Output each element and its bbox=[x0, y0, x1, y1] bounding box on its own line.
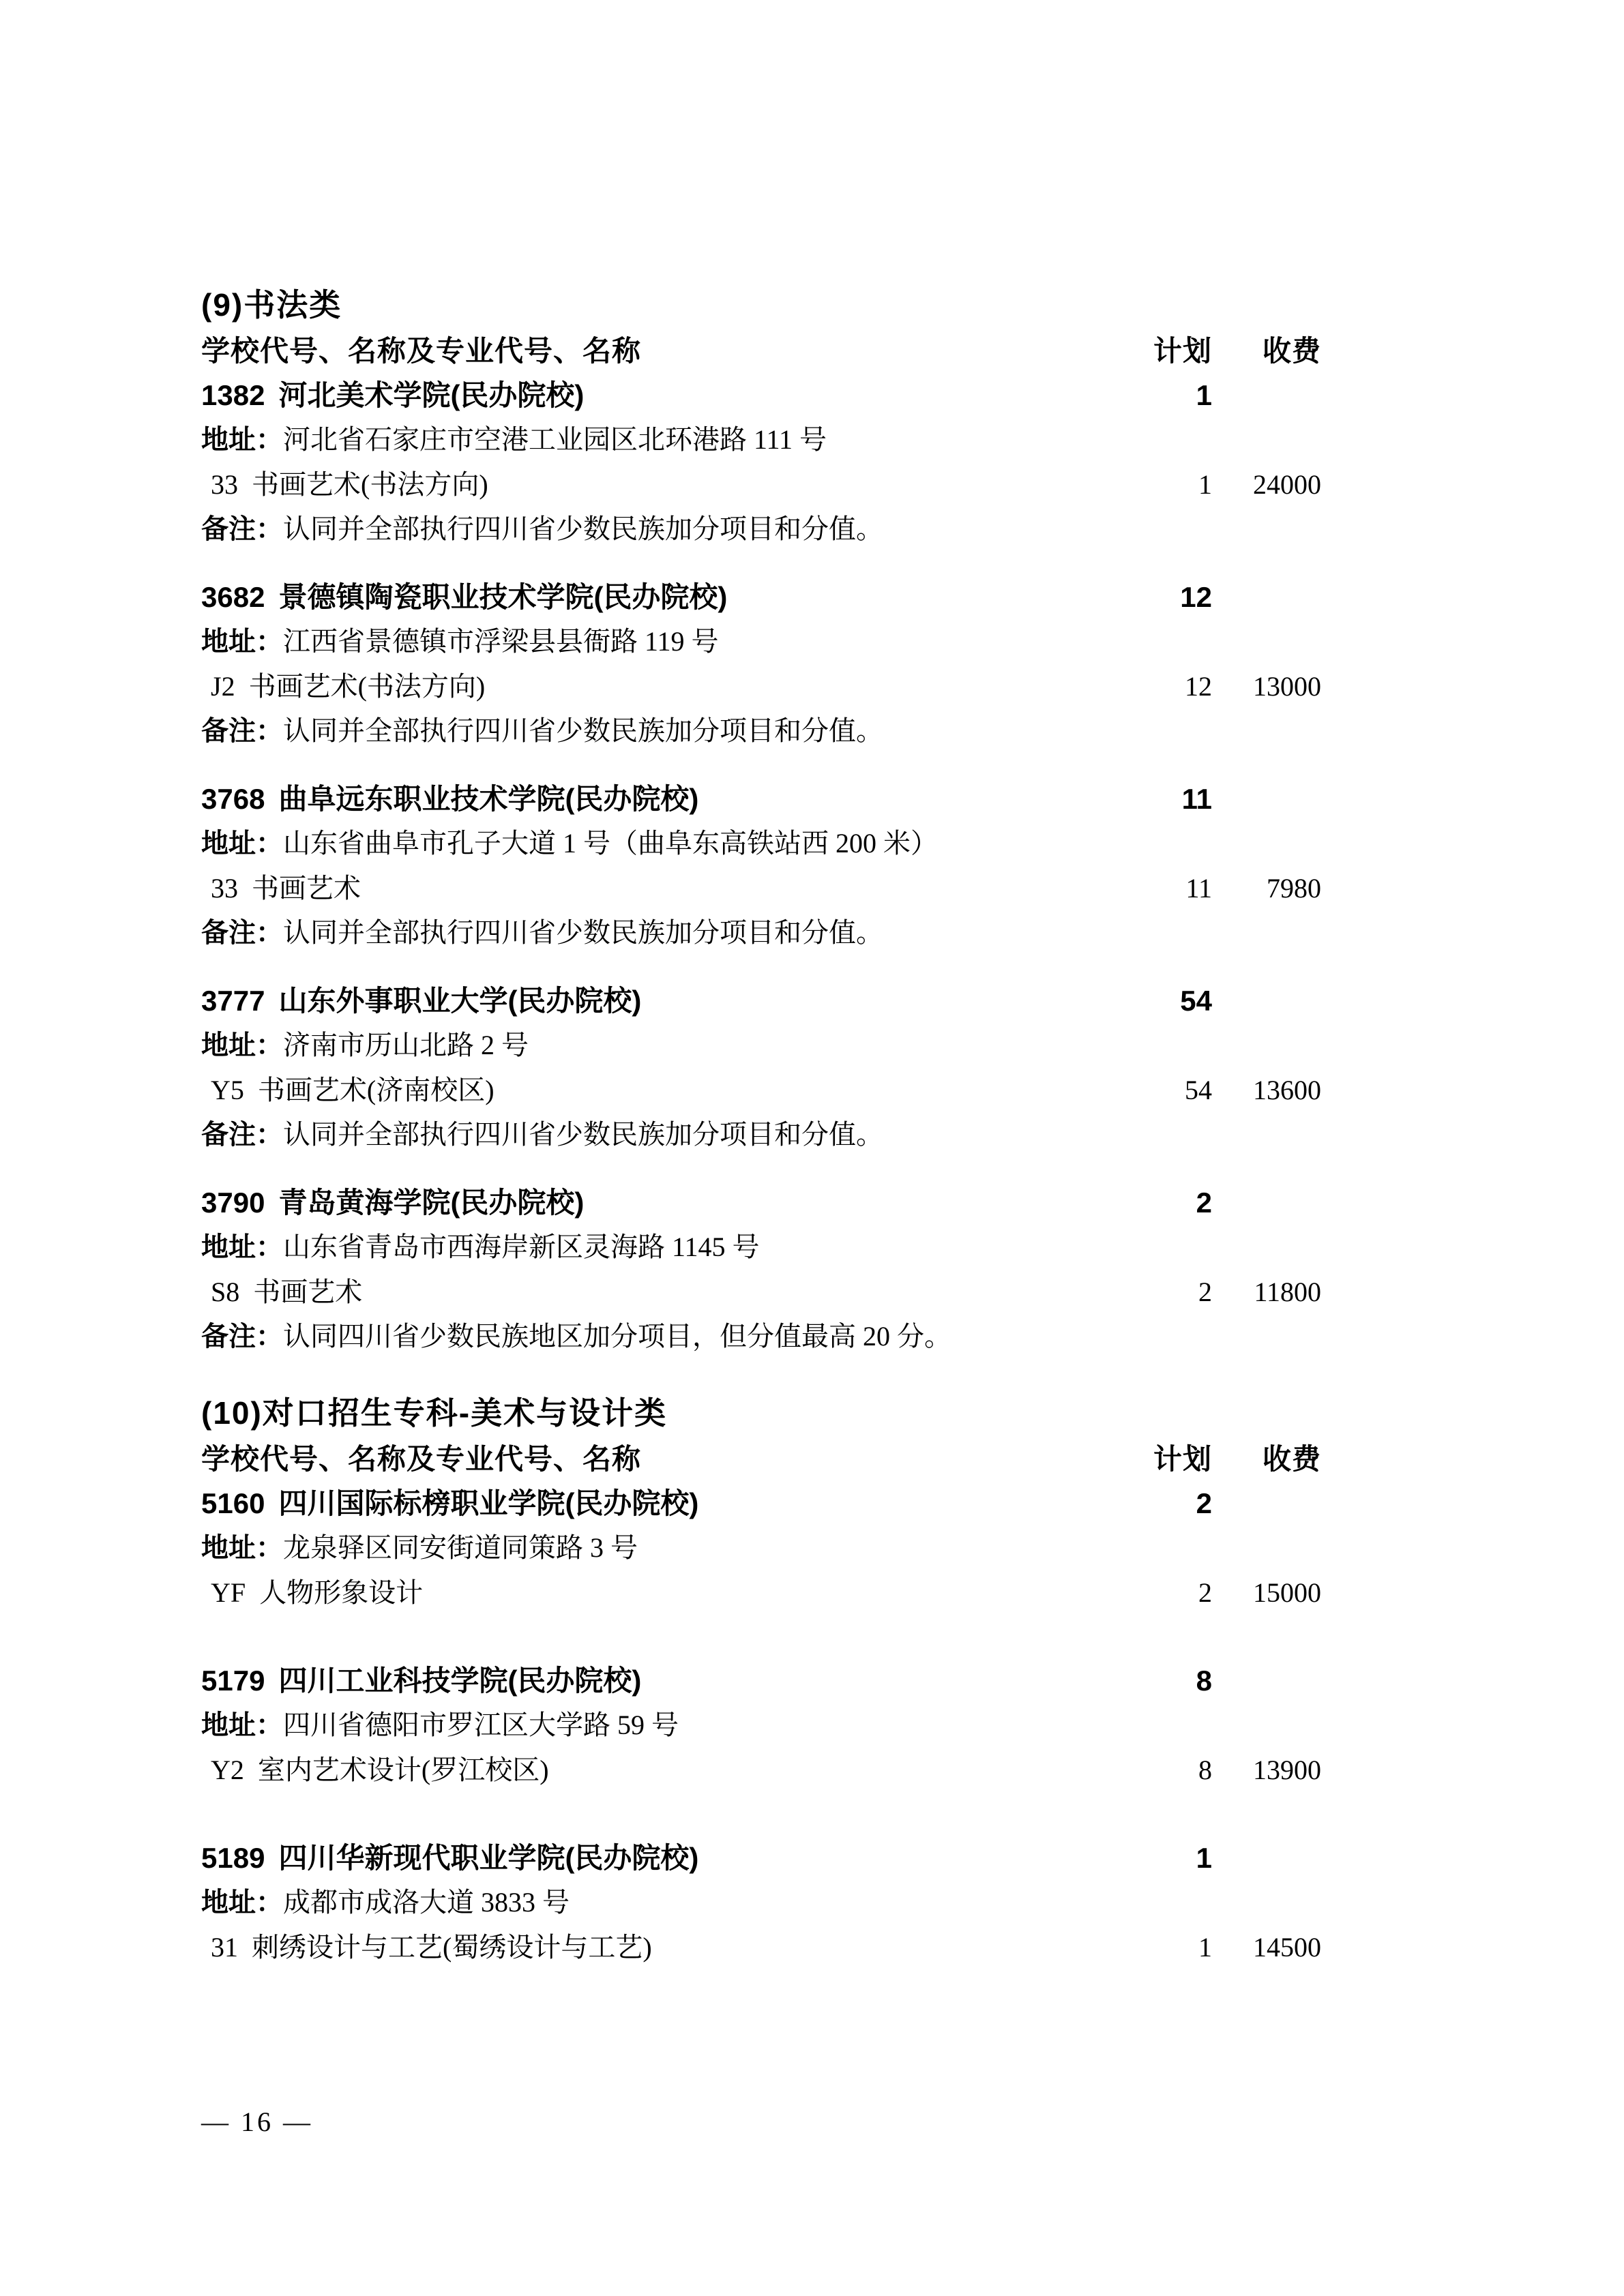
note-label: 备注： bbox=[201, 514, 283, 544]
major-row bbox=[201, 1925, 1321, 1969]
major-code: S8 bbox=[211, 1277, 240, 1307]
section-duikou-art-design bbox=[201, 1389, 1321, 1969]
address-row bbox=[201, 619, 1321, 664]
major-row bbox=[201, 866, 1321, 910]
major-row bbox=[201, 462, 1321, 507]
major-code: Y5 bbox=[211, 1075, 244, 1105]
address-row bbox=[201, 1703, 1321, 1748]
school-plan: 2 bbox=[1196, 1487, 1212, 1519]
school-plan: 1 bbox=[1196, 1842, 1212, 1874]
school-row bbox=[201, 979, 1321, 1023]
note-text: 认同四川省少数民族地区加分项目，但分值最高 20 分。 bbox=[283, 1321, 951, 1352]
note-row bbox=[201, 709, 1321, 754]
school-code: 3790 bbox=[201, 1187, 265, 1219]
school-plan: 12 bbox=[1180, 581, 1212, 613]
school-block bbox=[201, 1836, 1321, 1969]
address-text: 河北省石家庄市空港工业园区北环港路 111 号 bbox=[283, 424, 827, 455]
major-name: 书画艺术 bbox=[253, 1277, 363, 1307]
note-row bbox=[201, 1112, 1321, 1157]
school-name: 四川工业科技学院(民办院校) bbox=[278, 1665, 642, 1697]
major-fee: 13900 bbox=[1253, 1755, 1321, 1785]
address-row bbox=[201, 1880, 1321, 1925]
page-content bbox=[201, 281, 1321, 1969]
major-fee: 7980 bbox=[1267, 873, 1321, 904]
section-heading-row bbox=[201, 1389, 1321, 1437]
school-code: 5160 bbox=[201, 1487, 265, 1519]
major-plan: 1 bbox=[1198, 1932, 1212, 1963]
address-text: 山东省曲阜市孔子大道 1 号（曲阜东高铁站西 200 米） bbox=[283, 828, 938, 859]
address-label: 地址： bbox=[201, 1888, 283, 1918]
column-header-name: 学校代号、名称及专业代号、名称 bbox=[201, 1443, 642, 1475]
school-row bbox=[201, 1180, 1321, 1225]
major-name: 书画艺术(书法方向) bbox=[252, 469, 488, 500]
school-code: 3768 bbox=[201, 783, 265, 815]
address-text: 江西省景德镇市浮梁县县衙路 119 号 bbox=[283, 626, 719, 657]
school-row bbox=[201, 777, 1321, 821]
address-label: 地址： bbox=[201, 829, 283, 859]
column-header-fee: 收费 bbox=[1262, 1443, 1321, 1475]
address-label: 地址： bbox=[201, 627, 283, 657]
major-name: 室内艺术设计(罗江校区) bbox=[257, 1755, 549, 1785]
address-label: 地址： bbox=[201, 425, 283, 455]
major-plan: 54 bbox=[1185, 1075, 1212, 1105]
major-plan: 1 bbox=[1198, 469, 1212, 500]
school-block bbox=[201, 777, 1321, 955]
school-name: 四川华新现代职业学院(民办院校) bbox=[278, 1842, 699, 1874]
column-header-row bbox=[201, 1437, 1321, 1481]
column-header-plan: 计划 bbox=[1153, 1443, 1212, 1475]
column-header-name: 学校代号、名称及专业代号、名称 bbox=[201, 335, 642, 367]
major-row bbox=[201, 1270, 1321, 1314]
school-block bbox=[201, 575, 1321, 754]
note-text: 认同并全部执行四川省少数民族加分项目和分值。 bbox=[283, 513, 883, 544]
school-row bbox=[201, 575, 1321, 619]
note-text: 认同并全部执行四川省少数民族加分项目和分值。 bbox=[283, 715, 883, 746]
school-block bbox=[201, 373, 1321, 552]
address-text: 龙泉驿区同安街道同策路 3 号 bbox=[283, 1532, 638, 1563]
school-name: 景德镇陶瓷职业技术学院(民办院校) bbox=[278, 581, 728, 613]
school-name: 青岛黄海学院(民办院校) bbox=[278, 1187, 585, 1219]
major-fee: 24000 bbox=[1253, 469, 1321, 500]
major-name: 书画艺术 bbox=[252, 873, 361, 904]
major-code: 33 bbox=[211, 873, 238, 904]
address-text: 济南市历山北路 2 号 bbox=[283, 1030, 529, 1060]
school-name: 山东外事职业大学(民办院校) bbox=[278, 985, 642, 1017]
major-row bbox=[201, 1748, 1321, 1792]
school-code: 5179 bbox=[201, 1665, 265, 1697]
major-name: 人物形象设计 bbox=[259, 1577, 424, 1608]
school-name: 曲阜远东职业技术学院(民办院校) bbox=[278, 783, 699, 815]
major-fee: 15000 bbox=[1253, 1577, 1321, 1608]
school-code: 3777 bbox=[201, 985, 265, 1017]
school-code: 1382 bbox=[201, 379, 265, 411]
school-row bbox=[201, 1658, 1321, 1703]
column-header-plan: 计划 bbox=[1153, 335, 1212, 367]
address-text: 成都市成洛大道 3833 号 bbox=[283, 1887, 570, 1918]
school-row bbox=[201, 373, 1321, 417]
major-code: 31 bbox=[211, 1932, 238, 1963]
school-plan: 1 bbox=[1196, 379, 1212, 411]
major-plan: 12 bbox=[1185, 671, 1212, 702]
major-row bbox=[201, 1570, 1321, 1615]
address-row bbox=[201, 1023, 1321, 1068]
major-plan: 11 bbox=[1185, 873, 1212, 904]
major-name: 刺绣设计与工艺(蜀绣设计与工艺) bbox=[252, 1932, 652, 1963]
note-label: 备注： bbox=[201, 918, 283, 948]
major-fee: 13000 bbox=[1253, 671, 1321, 702]
major-code: J2 bbox=[211, 671, 235, 702]
section-heading: (10)对口招生专科-美术与设计类 bbox=[201, 1395, 668, 1431]
address-row bbox=[201, 417, 1321, 462]
note-label: 备注： bbox=[201, 1120, 283, 1150]
major-fee: 11800 bbox=[1254, 1277, 1321, 1307]
section-heading: (9)书法类 bbox=[201, 287, 342, 323]
school-block bbox=[201, 979, 1321, 1157]
major-code: YF bbox=[211, 1577, 246, 1608]
column-header-row bbox=[201, 329, 1321, 373]
address-row bbox=[201, 1225, 1321, 1270]
note-label: 备注： bbox=[201, 716, 283, 746]
address-text: 山东省青岛市西海岸新区灵海路 1145 号 bbox=[283, 1232, 760, 1262]
address-row bbox=[201, 1525, 1321, 1570]
school-code: 5189 bbox=[201, 1842, 265, 1874]
note-row bbox=[201, 507, 1321, 552]
school-plan: 54 bbox=[1180, 985, 1212, 1017]
section-heading-row bbox=[201, 281, 1321, 329]
note-text: 认同并全部执行四川省少数民族加分项目和分值。 bbox=[283, 1119, 883, 1150]
major-code: Y2 bbox=[211, 1755, 244, 1785]
major-plan: 2 bbox=[1198, 1577, 1212, 1608]
school-row bbox=[201, 1481, 1321, 1525]
school-plan: 11 bbox=[1181, 783, 1212, 815]
school-row bbox=[201, 1836, 1321, 1880]
school-code: 3682 bbox=[201, 581, 265, 613]
major-row bbox=[201, 664, 1321, 709]
school-block bbox=[201, 1481, 1321, 1615]
column-header-fee: 收费 bbox=[1262, 335, 1321, 367]
address-label: 地址： bbox=[201, 1030, 283, 1060]
school-name: 四川国际标榜职业学院(民办院校) bbox=[278, 1487, 699, 1519]
page-number: — 16 — bbox=[201, 2106, 313, 2137]
major-name: 书画艺术(济南校区) bbox=[257, 1075, 494, 1105]
note-label: 备注： bbox=[201, 1322, 283, 1352]
school-plan: 8 bbox=[1196, 1665, 1212, 1697]
school-block bbox=[201, 1658, 1321, 1792]
major-row bbox=[201, 1068, 1321, 1112]
major-code: 33 bbox=[211, 469, 238, 500]
section-calligraphy bbox=[201, 281, 1321, 1359]
school-plan: 2 bbox=[1196, 1187, 1212, 1219]
major-plan: 8 bbox=[1198, 1755, 1212, 1785]
school-block bbox=[201, 1180, 1321, 1359]
note-text: 认同并全部执行四川省少数民族加分项目和分值。 bbox=[283, 917, 883, 948]
note-row bbox=[201, 1314, 1321, 1359]
address-label: 地址： bbox=[201, 1533, 283, 1563]
address-label: 地址： bbox=[201, 1710, 283, 1740]
major-plan: 2 bbox=[1198, 1277, 1212, 1307]
major-name: 书画艺术(书法方向) bbox=[248, 671, 486, 702]
major-fee: 14500 bbox=[1253, 1932, 1321, 1963]
note-row bbox=[201, 910, 1321, 955]
address-row bbox=[201, 821, 1321, 866]
school-name: 河北美术学院(民办院校) bbox=[278, 379, 585, 411]
address-label: 地址： bbox=[201, 1232, 283, 1262]
major-fee: 13600 bbox=[1253, 1075, 1321, 1105]
address-text: 四川省德阳市罗江区大学路 59 号 bbox=[283, 1710, 679, 1740]
